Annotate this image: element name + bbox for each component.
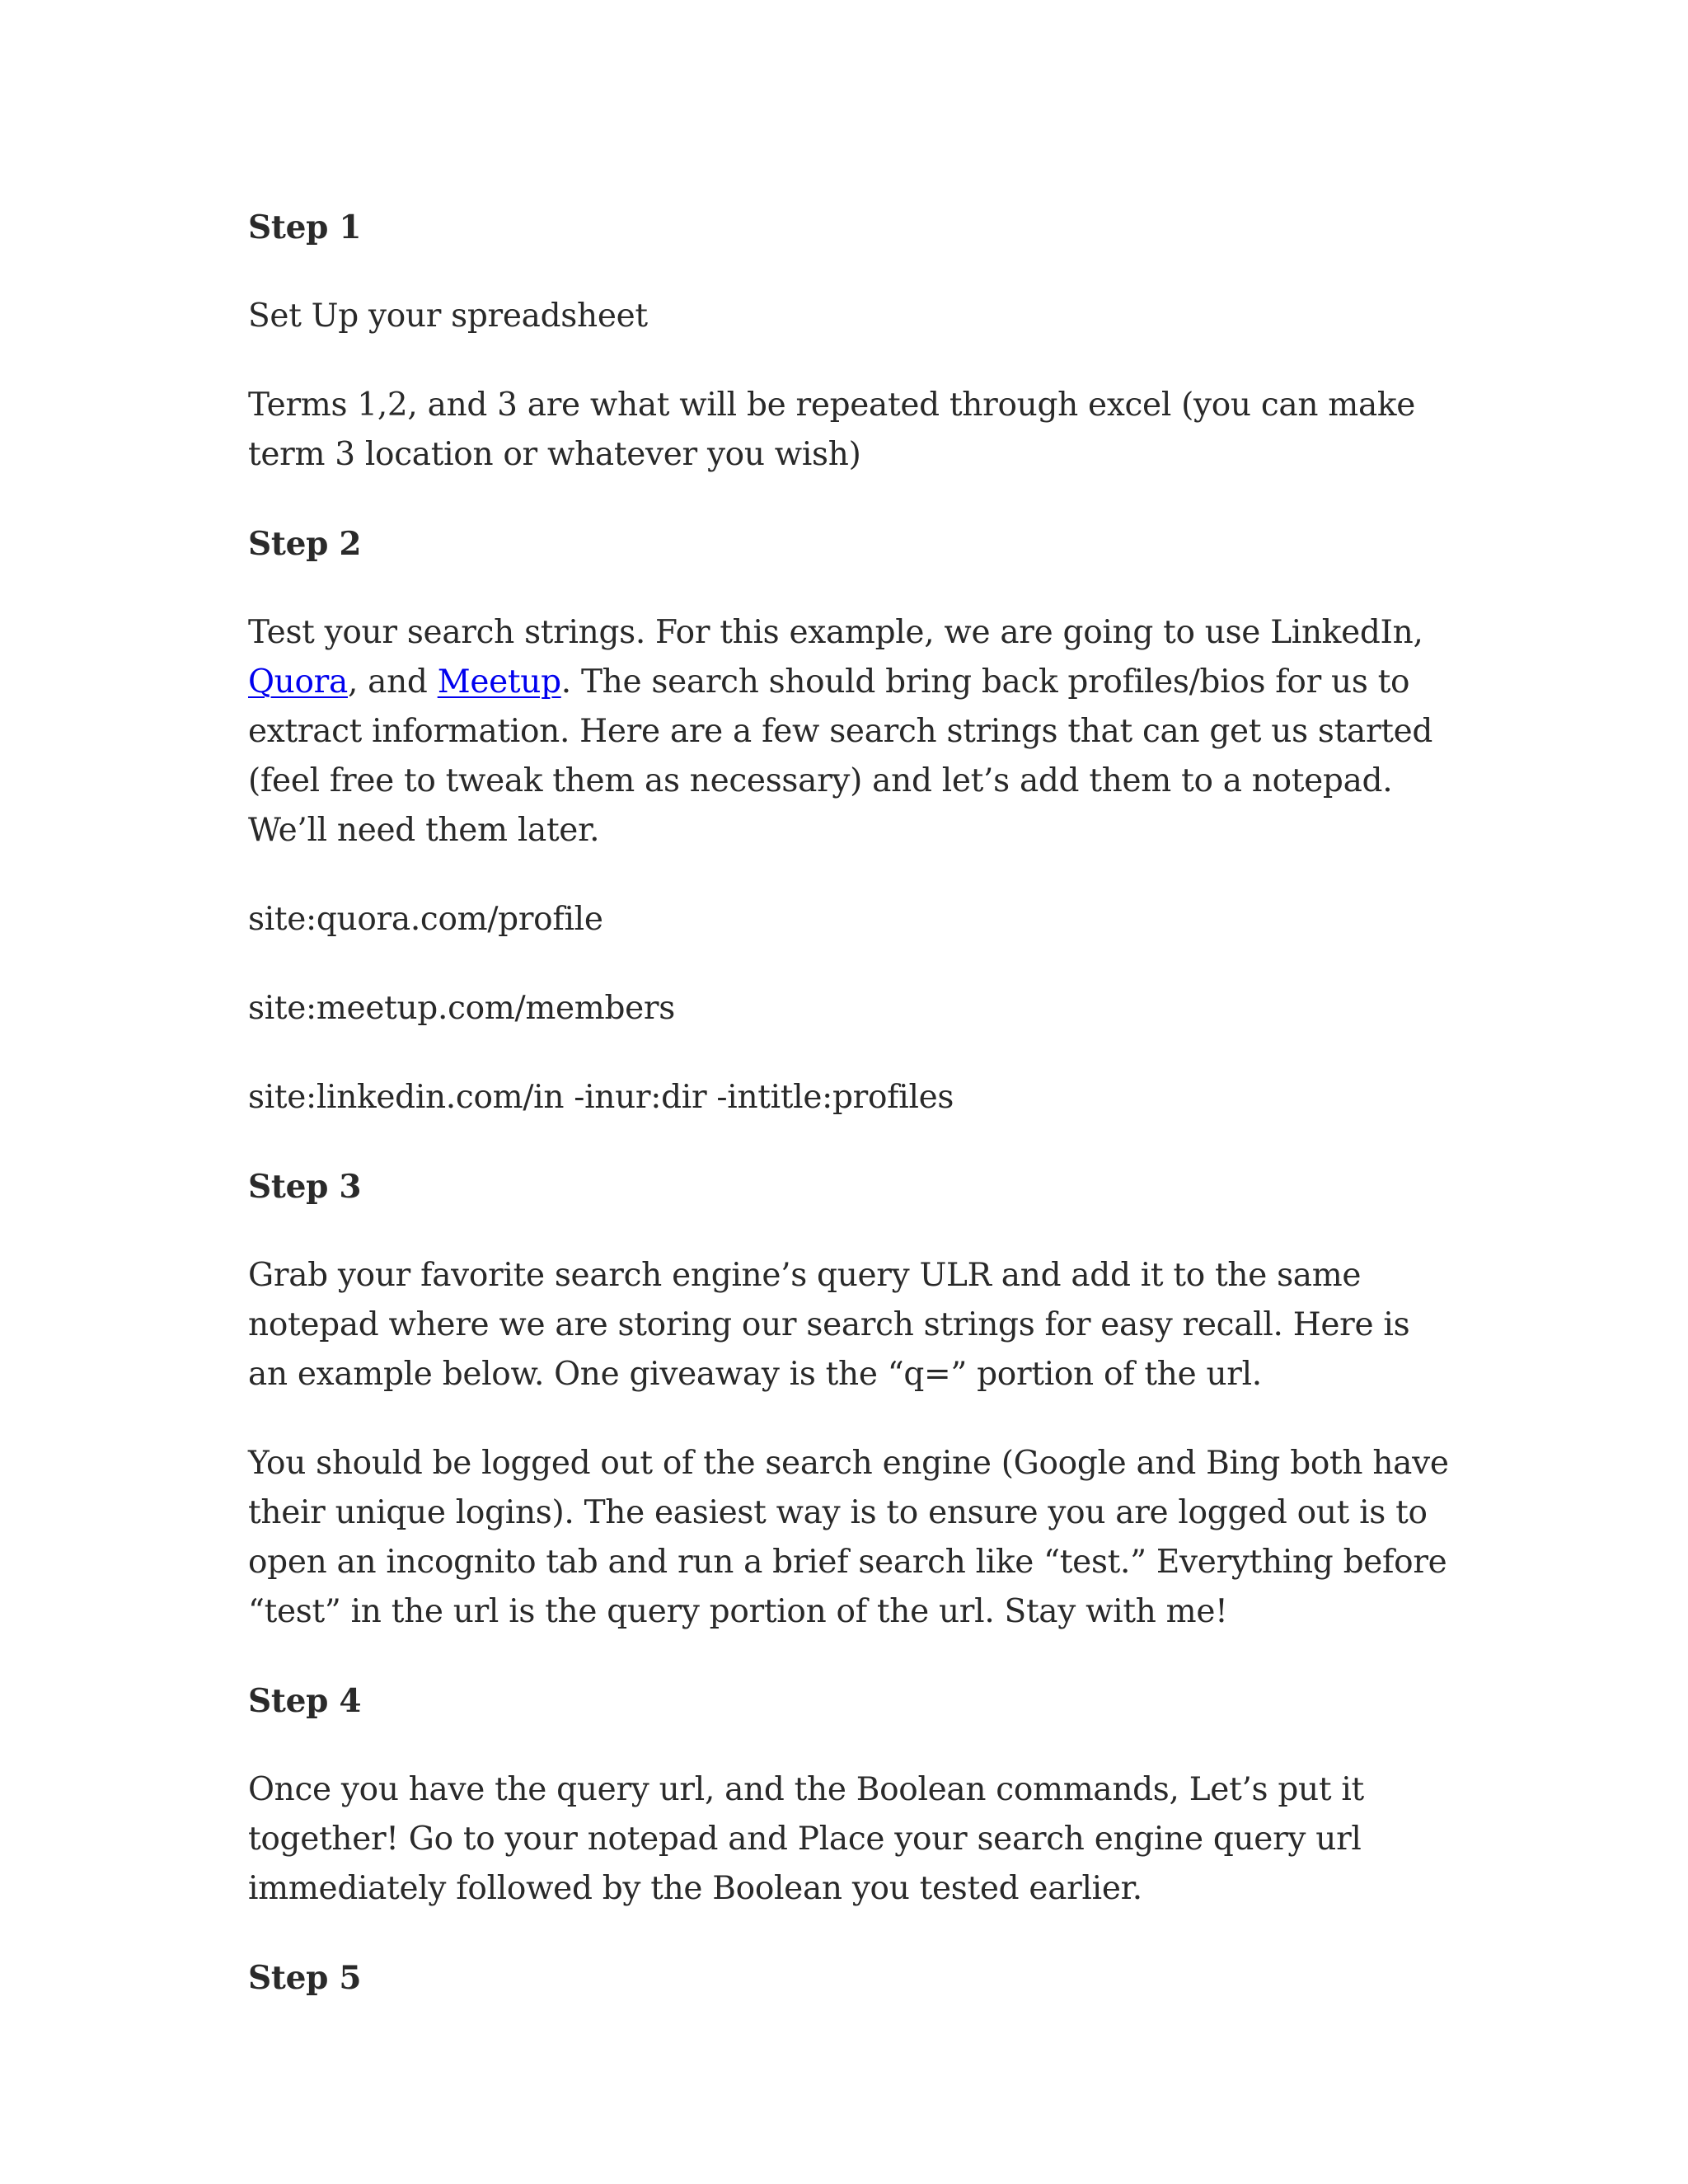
step-1-subtitle: Set Up your spreadsheet [248,298,648,335]
step-1-heading: Step 1 [248,209,362,246]
quora-link[interactable]: Quora [248,663,348,701]
step-2-heading: Step 2 [248,525,362,563]
step-2-intro-text: Test your search strings. For this example, we are going to use LinkedIn, [248,614,1423,651]
step-2-intro [248,608,1451,855]
search-string-linkedin: site:linkedin.com/in -inur:dir -intitle:profiles [248,1079,954,1116]
step-3-paragraph-1: Grab your favorite search engine’s query ULR and add it to the same notepad where we are storing our search strings for easy recall. Here is an example below. One giveaway is the “q=” portion of the url. [248,1257,1410,1393]
meetup-link[interactable]: Meetup [437,663,561,701]
step-3-paragraph-2: You should be logged out of the search engine (Google and Bing both have their unique logins). The easiest way is to ensure you are logged out is to open an incognito tab and run a brief search like “test.” Everything before “test” in the url is the query portion of the url. Stay with me! [248,1445,1449,1630]
step-1-body: Terms 1,2, and 3 are what will be repeated through excel (you can make term 3 location or whatever you wish) [248,387,1416,473]
step-2-intro-rest: . The search should bring back profiles/bios for us to extract information. Here are a few search strings that can get us started (feel free to tweak them as necessary) and let’s add them to a notepad. We’ll need them later. [248,663,1433,849]
step-5-heading: Step 5 [248,1959,362,1997]
step-4-paragraph: Once you have the query url, and the Boolean commands, Let’s put it together! Go to your notepad and Place your search engine query url immediately followed by the Boolean you tested earlier. [248,1771,1364,1907]
article-body [248,203,1451,2042]
step-4-heading: Step 4 [248,1682,362,1720]
search-string-meetup: site:meetup.com/members [248,990,675,1027]
comma-and-text: , and [347,663,438,701]
step-3-heading: Step 3 [248,1168,362,1206]
search-string-quora: site:quora.com/profile [248,901,603,938]
